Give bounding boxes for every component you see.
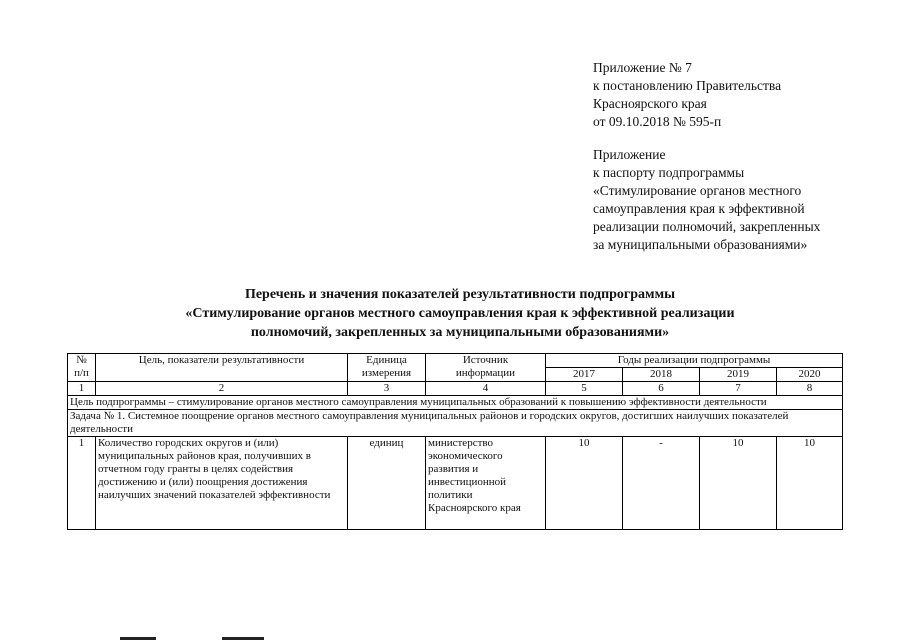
goal-text: Цель подпрограммы – стимулирование органов местного самоуправления муниципальных образований к повышению эффективности деятельности	[68, 396, 843, 410]
annex-sub-line: за муниципальными образованиями»	[593, 237, 808, 252]
header-unit-line2: измерения	[361, 367, 412, 379]
annex-main-line: Красноярского края	[593, 96, 707, 111]
header-year: 2020	[777, 368, 843, 382]
indicators-table	[67, 353, 843, 530]
annex-sub-line: к паспорту подпрограммы	[593, 165, 745, 180]
column-number: 1	[68, 382, 96, 396]
table-row	[68, 437, 843, 530]
column-number: 5	[546, 382, 623, 396]
column-number-row	[68, 382, 843, 396]
row-value: 10	[546, 437, 623, 530]
task-row	[68, 410, 843, 437]
column-number: 7	[700, 382, 777, 396]
title-line: полномочий, закрепленных за муниципальными образованиями»	[250, 325, 670, 340]
row-value: 10	[700, 437, 777, 530]
row-indicator: Количество городских округов и (или) муниципальных районов края, получивших в отчетном году гранты в целях содействия достижению и (или) поощрения достижения наилучших значений показателей эффективности	[96, 437, 348, 530]
column-number: 8	[777, 382, 843, 396]
title-line: «Стимулирование органов местного самоуправления края к эффективной реализации	[185, 306, 735, 321]
header-num-line1: №	[76, 354, 87, 366]
row-value: -	[623, 437, 700, 530]
header-num	[68, 354, 96, 382]
header-years-group: Годы реализации подпрограммы	[546, 354, 843, 368]
row-source: министерство экономического развития и инвестиционной политики Красноярского края	[426, 437, 546, 530]
annex-main-line: от 09.10.2018 № 595-п	[593, 114, 722, 129]
goal-row	[68, 396, 843, 410]
header-source-line1: Источник	[462, 354, 509, 366]
annex-sub-line: самоуправления края к эффективной	[593, 201, 805, 216]
title-line: Перечень и значения показателей результативности подпрограммы	[244, 287, 676, 302]
column-number: 6	[623, 382, 700, 396]
header-unit	[348, 354, 426, 382]
column-number: 3	[348, 382, 426, 396]
annex-main-block	[593, 59, 781, 131]
header-goal: Цель, показатели результативности	[96, 354, 348, 382]
header-num-line2: п/п	[74, 367, 89, 379]
column-number: 4	[426, 382, 546, 396]
header-year: 2019	[700, 368, 777, 382]
header-row	[68, 354, 843, 368]
row-value: 10	[777, 437, 843, 530]
task-text: Задача № 1. Системное поощрение органов местного самоуправления муниципальных районов и городских округов, достигших наилучших показателей деятельности	[68, 410, 843, 437]
header-unit-line1: Единица	[366, 354, 407, 366]
annex-sub-line: реализации полномочий, закрепленных	[593, 219, 821, 234]
document-title	[60, 285, 860, 342]
annex-main-line: Приложение № 7	[593, 60, 692, 75]
annex-sub-block	[593, 146, 820, 254]
column-number: 2	[96, 382, 348, 396]
header-source	[426, 354, 546, 382]
row-num: 1	[68, 437, 96, 530]
annex-sub-line: Приложение	[593, 147, 666, 162]
header-year: 2017	[546, 368, 623, 382]
annex-main-line: к постановлению Правительства	[593, 78, 782, 93]
annex-sub-line: «Стимулирование органов местного	[593, 183, 802, 198]
header-source-line2: информации	[455, 367, 516, 379]
row-unit: единиц	[348, 437, 426, 530]
header-year: 2018	[623, 368, 700, 382]
